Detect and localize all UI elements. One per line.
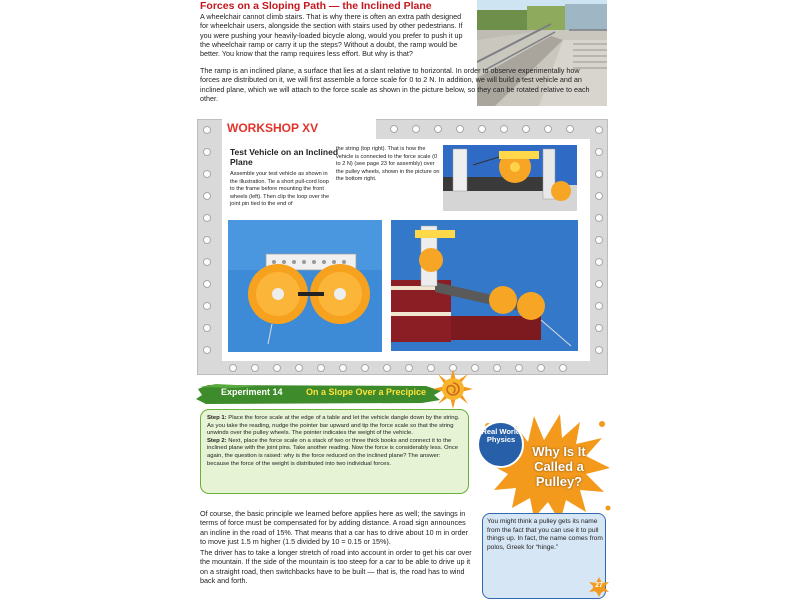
- intro-paragraph-2: The ramp is an inclined plane, a surface that lies at a slant relative to horizontal. In order to observe experimentally how forces are distributed on it, we will first assemble a force scale for 0 to 2 N. In addition, we will build a test vehicle and an inclined plane, which we will attach to the force scale as shown in the picture below, so they can be rotated relative to each other.: [200, 66, 590, 103]
- sidebar-text: You might think a pulley gets its name from the fact that you can use it to pull things up. In fact, the name comes from polos, Greek for “hinge.”: [487, 518, 603, 552]
- step-1-label: Step 1:: [207, 415, 227, 421]
- workshop-subtitle: Test Vehicle on an Inclined Plane: [230, 147, 339, 167]
- workshop-text-1: Assemble your test vehicle as shown in the illustration. Tie a short pull-cord loop to the frame before mounting the front wheels (left). Then clip the loop over the joint pin tied to the end of: [230, 171, 330, 207]
- sun-swirl-icon: [433, 369, 473, 409]
- sidebar-heading: Why Is It Called a Pulley?: [532, 444, 586, 489]
- outro-paragraph-1: Of course, the basic principle we learned before applies here as well; the savings in terms of force must be compensated for by adding distance. A road sign announces an incline in the road of 15%. That means that a car has to drive about 10 m in order to move just 1.5 m higher (1.5 divided by 10 = 0.15 or 15%).: [200, 509, 468, 546]
- experiment-steps: [207, 415, 464, 468]
- intro-paragraph-1: A wheelchair cannot climb stairs. That is why there is often an extra path designed for wheelchair users, alongside the section with stairs used by other pedestrians. If you were pushing your heavily-loaded bicycle along, would you prefer to push it up the wheelchair ramp or carry it up the steps? Without a doubt, the ramp would be better. You know that the ramp requires less effort. But why is that?: [200, 12, 463, 59]
- step-1-text: Place the force scale at the edge of a table and let the vehicle dangle down by the string. As you take the reading, nudge the pointer bar upward and tip the force scale so that the string unwinds over the pulley wheels. The pointer indicates the weight of the vehicle.: [207, 415, 460, 437]
- page-number: 27: [595, 582, 603, 589]
- experiment-title: On a Slope Over a Precipice: [306, 387, 427, 397]
- outro-paragraph-2: The driver has to take a longer stretch of road into account in order to get his car over the mountain. If the side of the mountain is too steep for a car to be able to drive up it on a straight road, then switchbacks have to be built — that is, the road has to wind back and forth.: [200, 548, 472, 585]
- test-vehicle-photo: [228, 220, 382, 352]
- workshop-text-2: the string (top right). That is how the vehicle is connected to the force scale (0 to 2 N) (see page 23 for assembly) over the pulley wheels, shown in the picture on the bottom right.: [336, 146, 440, 182]
- step-2-text: Next, place the force scale on a stack of two or three thick books and connect it to the inclined plane with the joint pins. Take another reading. Now the force is considerably less. Once again, the question is raised: why is the force reduced on the inclined plane? The answer: because the force of the weight is distributed into two individual forces.: [207, 437, 459, 467]
- workshop-title: WORKSHOP XV: [227, 121, 319, 135]
- inclined-plane-setup-photo: [391, 220, 578, 351]
- real-world-physics-label: Real World Physics: [481, 427, 521, 445]
- page-title: Forces on a Sloping Path — the Inclined Plane: [200, 0, 432, 12]
- experiment-number: Experiment 14: [221, 387, 283, 397]
- step-2-label: Step 2:: [207, 437, 227, 444]
- vehicle-connection-photo: [443, 145, 577, 211]
